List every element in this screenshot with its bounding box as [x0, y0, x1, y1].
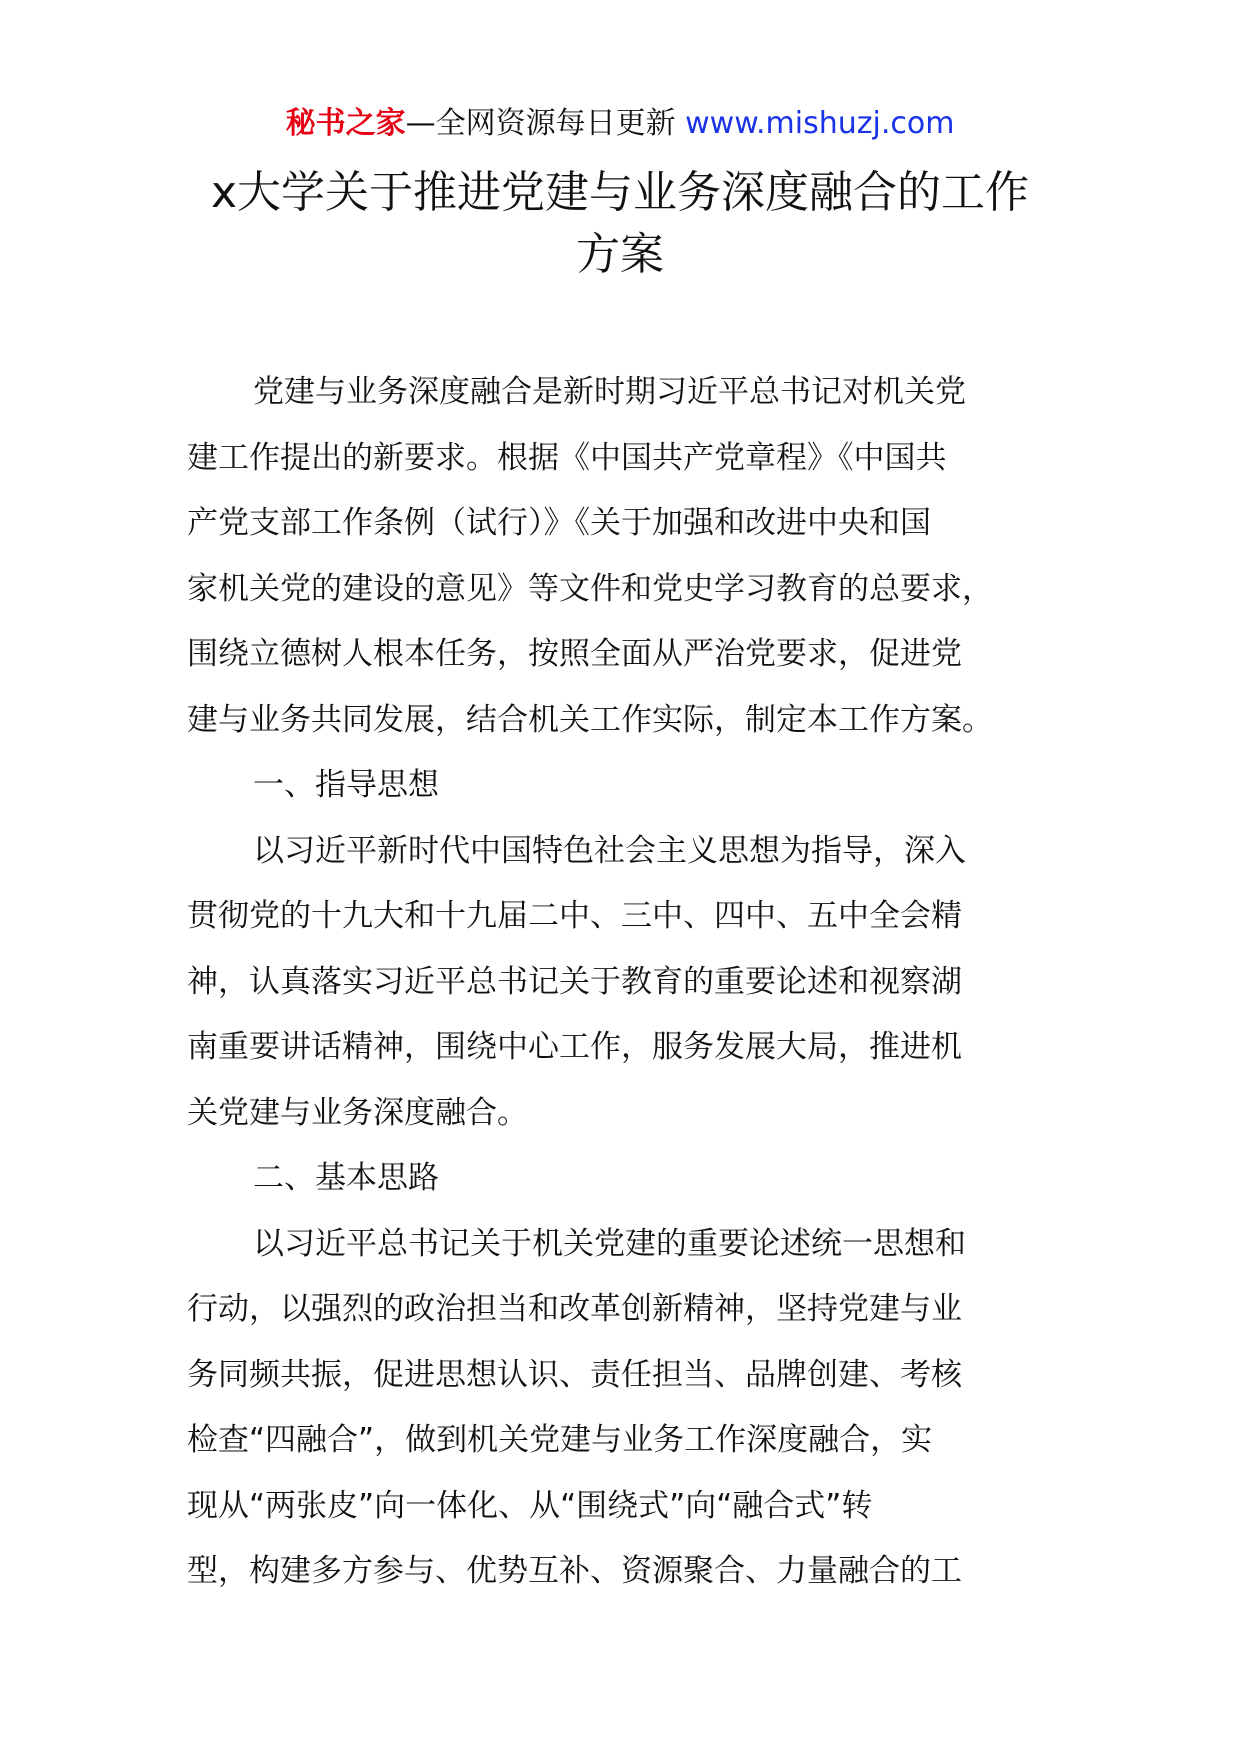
paragraph-line: 神，认真落实习近平总书记关于教育的重要论述和视察湖	[187, 963, 962, 1000]
paragraph-line: 建与业务共同发展，结合机关工作实际，制定本工作方案。	[187, 701, 993, 738]
section-heading: 二、基本思路	[253, 1160, 439, 1196]
site-header	[0, 104, 1240, 144]
paragraph-line: 党建与业务深度融合是新时期习近平总书记对机关党	[253, 374, 966, 410]
paragraph-line: 家机关党的建设的意见》等文件和党史学习教育的总要求，	[187, 570, 993, 607]
title-line: 方案	[576, 229, 664, 280]
paragraph-line: 行动，以强烈的政治担当和改革创新精神，坚持党建与业	[187, 1291, 962, 1327]
brand-name: 秘书之家	[285, 106, 406, 141]
paragraph-line: 型，构建多方参与、优势互补、资源聚合、力量融合的工	[187, 1553, 962, 1589]
header-tagline: —全网资源每日更新	[405, 106, 676, 141]
paragraph-line: 关党建与业务深度融合。	[187, 1094, 528, 1131]
section-heading: 一、指导思想	[253, 767, 439, 803]
paragraph-line: 南重要讲话精神，围绕中心工作，服务发展大局，推进机	[187, 1029, 962, 1065]
paragraph-line: 现从“两张皮”向一体化、从“围绕式”向“融合式”转	[187, 1487, 873, 1524]
paragraph-line: 以习近平总书记关于机关党建的重要论述统一思想和	[253, 1225, 966, 1262]
paragraph-line: 检查“四融合”，做到机关党建与业务工作深度融合，实	[187, 1422, 933, 1458]
paragraph-line: 以习近平新时代中国特色社会主义思想为指导，深入	[253, 832, 966, 869]
document-title	[150, 162, 1090, 286]
site-url: www.mishuzj.com	[685, 106, 955, 141]
paragraph-line: 产党支部工作条例（试行）》《关于加强和改进中央和国	[187, 505, 931, 541]
paragraph-line: 围绕立德树人根本任务，按照全面从严治党要求，促进党	[187, 636, 962, 672]
paragraph-line: 贯彻党的十九大和十九届二中、三中、四中、五中全会精	[187, 898, 962, 934]
paragraph-line: 务同频共振，促进思想认识、责任担当、品牌创建、考核	[187, 1356, 962, 1393]
paragraph-line: 建工作提出的新要求。根据《中国共产党章程》《中国共	[187, 439, 947, 476]
title-line: x大学关于推进党建与业务深度融合的工作	[210, 167, 1030, 218]
document-body	[187, 360, 1057, 1605]
